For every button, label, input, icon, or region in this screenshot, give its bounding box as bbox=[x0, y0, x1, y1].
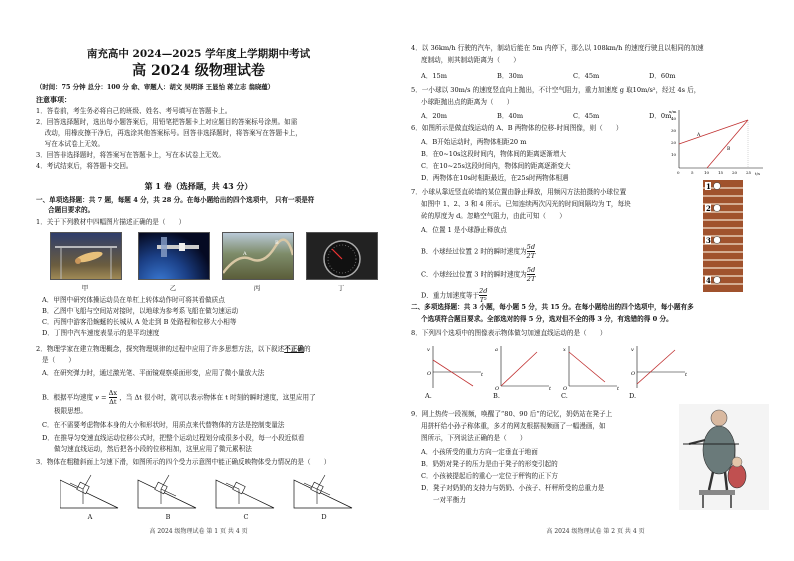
q6-ytick-40: 40 bbox=[671, 116, 677, 121]
q8-graph-a bbox=[427, 346, 484, 388]
q3-force-diagrams bbox=[60, 470, 360, 512]
svg-text:O: O bbox=[427, 371, 432, 377]
q7-option-b-text: B．小球经过位置 2 时的瞬时速度为 bbox=[421, 247, 527, 256]
q2-option-d: D．在推导匀变速直线运动位移公式时，把整个运动过程划分成很多小段，每一小段近似看 bbox=[42, 434, 305, 442]
q7-c-den: 2T bbox=[526, 275, 536, 283]
notice-2: 2．回答选择题时，选出每小题答案后，用铅笔把答题卡上对应题目的答案标号涂黑。如需 bbox=[36, 118, 298, 126]
svg-text:v: v bbox=[631, 347, 634, 353]
q7-ball-1 bbox=[714, 183, 721, 190]
svg-text:t: t bbox=[685, 372, 688, 378]
notice-3: 3．回答非选择题时，将答案写在答题卡上，写在本试卷上无效。 bbox=[36, 151, 225, 159]
q6-option-c: C．在10~25s这段时间内，物体间的距离逐渐变大 bbox=[421, 162, 571, 170]
q9-cartoon-illustration bbox=[679, 404, 769, 510]
q2-fraction-num: Δx bbox=[108, 389, 118, 397]
q3-diagram-d bbox=[294, 475, 352, 508]
exam-title: 南充高中 2024—2025 学年度上学期期中考试 bbox=[86, 48, 311, 60]
q6-label-a: A bbox=[697, 133, 701, 138]
q8-graph-d bbox=[631, 346, 688, 388]
q3-label-d: D bbox=[321, 513, 327, 521]
notice-heading: 注意事项： bbox=[36, 95, 71, 104]
q6-xtick-15: 15 bbox=[718, 170, 724, 175]
q9-stem-cont: 用拼杆给小孙子称体重，多才的网友根据视频画了一幅漫画，如 bbox=[421, 422, 606, 430]
q2-option-b bbox=[42, 389, 316, 406]
q9-option-d-cont: 一对平衡力 bbox=[433, 496, 466, 504]
q1-option-c: C．丙图中游客沿蜿蜒的长城从 A 处走到 B 处路程和位移大小相等 bbox=[42, 318, 237, 326]
q3-label-b: B bbox=[165, 513, 171, 521]
q3-stem: 3．物体在粗糙斜面上匀速下滑，如图所示的四个受力示意图中能正确反映物体受力情况的是（ ） bbox=[36, 458, 331, 466]
q6-ytick-20: 20 bbox=[671, 140, 677, 145]
page2-footer: 高 2024 级物理试卷 第 2 页 共 4 页 bbox=[546, 528, 645, 535]
q7-stem-end: 砖的厚度为 d。忽略空气阻力，由此可知（ ） bbox=[421, 212, 566, 220]
notice-4: 4．考试结束后，将答题卡交回。 bbox=[36, 162, 133, 170]
q7-option-d-text: D．重力加速度等于 bbox=[421, 291, 480, 300]
q8-label-d: D. bbox=[629, 392, 637, 400]
q6-xtick-0: 0 bbox=[677, 170, 680, 175]
q8-graph-b bbox=[495, 346, 552, 392]
q8-label-c: C. bbox=[561, 392, 568, 400]
q5-stem: 5．一小球以 30m/s 的速度竖直向上抛出，不计空气阻力，重力加速度 g 取10m/s²，经过 4s 后， bbox=[411, 86, 701, 94]
q9-option-d: D．凳子对奶奶的支持力与奶奶、小孩子、杆秤所受的总重力是 bbox=[421, 484, 605, 492]
q7-mark-1: 1 bbox=[706, 182, 711, 191]
q9-stem: 9．网上热传一段视频，唤醒了“80、90 后”的记忆，奶奶站在凳子上 bbox=[411, 410, 613, 418]
q4-stem-cont: 度制动，则其制动距离为（ ） bbox=[421, 56, 520, 64]
q6-stem: 6．如图所示是做直线运动的 A、B 两物体的位移-时间图像，则（ ） bbox=[411, 124, 623, 132]
q3-label-c: C bbox=[243, 513, 249, 521]
notice-2-end: 写在本试卷上无效。 bbox=[36, 140, 105, 148]
q2-option-b-cont: 极限思想。 bbox=[54, 407, 87, 415]
svg-text:v: v bbox=[427, 347, 430, 353]
exam-page-2 bbox=[397, 0, 794, 561]
q7-stem-cont: 如图中 1、2、3 和 4 所示。已知连续两次闪光的时间间隔均为 T，每块 bbox=[421, 200, 631, 208]
q7-ball-4 bbox=[714, 277, 721, 284]
q5-stem-cont: 小球距抛出点的距离为（ ） bbox=[421, 98, 514, 106]
q7-b-den: 2T bbox=[526, 252, 536, 260]
photo-gymnast bbox=[50, 232, 122, 280]
q4-option-d: D．60m bbox=[649, 72, 676, 80]
svg-text:O: O bbox=[631, 371, 636, 377]
q7-ball-3 bbox=[714, 237, 721, 244]
q4-option-b: B．30m bbox=[497, 72, 524, 80]
svg-text:O: O bbox=[563, 386, 568, 392]
q7-ball-2 bbox=[714, 205, 721, 212]
q5-option-d: D．0m bbox=[649, 112, 672, 120]
q2-emphasis: 不正确 bbox=[284, 345, 304, 353]
q2-option-a: A．在研究弹力时，通过激光笔、平面镜观察桌面形变，应用了微小量放大法 bbox=[42, 369, 265, 377]
q7-option-c-text: C．小球经过位置 3 时的瞬时速度为 bbox=[421, 270, 527, 279]
q7-option-a: A．位置 1 是小球静止释放点 bbox=[421, 226, 507, 234]
q2-option-d-cont: 做匀速直线运动，然后把各小段的位移相加，这里应用了微元累积法 bbox=[54, 445, 252, 453]
q3-diagram-b bbox=[138, 475, 196, 508]
q7-option-b bbox=[421, 243, 535, 260]
q6-ytick-30: 30 bbox=[671, 128, 677, 133]
q7-brick-wall bbox=[703, 180, 743, 292]
exam-meta: （时间：75 分钟 总分：100 分 命、审题人：胡文 吴明泽 王显怡 蒋立志 翁晓蕴） bbox=[36, 83, 275, 91]
q6-xlabel: t/s bbox=[755, 171, 761, 176]
photo-speedometer bbox=[306, 232, 378, 280]
q3-label-a: A bbox=[87, 513, 93, 521]
q2-option-b-text: B．根据平均速度 bbox=[42, 393, 94, 402]
q2-stem-cont: 是（ ） bbox=[42, 356, 75, 364]
svg-text:x: x bbox=[563, 347, 566, 353]
q4-option-c: C．45m bbox=[573, 72, 600, 80]
q2-option-b-text2: ，当 Δt 很小时，就可以表示物体在 t 时刻的瞬时速度，这里应用了 bbox=[119, 393, 316, 402]
q5-option-c: C．45m bbox=[573, 112, 600, 120]
q1-label-yi: 乙 bbox=[169, 284, 177, 292]
q7-d-den: T² bbox=[479, 296, 487, 304]
q7-option-c bbox=[421, 266, 535, 283]
q9-option-b: B．奶奶对凳子的压力是由于凳子的形变引起的 bbox=[421, 460, 558, 468]
q6-option-d: D．两物体在10s时相距最近，在25s时两物体相遇 bbox=[421, 174, 569, 182]
q7-option-d bbox=[421, 287, 487, 304]
q6-xt-graph bbox=[667, 106, 767, 176]
q2-stem bbox=[36, 345, 311, 354]
q8-label-b: B. bbox=[493, 392, 500, 400]
q1-option-b: B．乙图中飞船与空间站对接时，以地球为参考系飞船在做匀速运动 bbox=[42, 307, 239, 315]
q6-xtick-20: 20 bbox=[732, 170, 738, 175]
q2-stem-text: 2．物理学家在建立物理概念，探究物理规律的过程中应用了许多思想方法，以下叙述 bbox=[36, 345, 285, 353]
exam-subtitle: 高 2024 级物理试卷 bbox=[132, 63, 265, 79]
svg-text:a: a bbox=[495, 347, 498, 353]
svg-text:t: t bbox=[549, 386, 552, 392]
q6-xtick-5: 5 bbox=[691, 170, 694, 175]
q7-b-num: 5d bbox=[526, 243, 536, 251]
q5-option-a: A．20m bbox=[421, 112, 447, 120]
q6-option-b: B．在0~10s这段时间内，物体间的距离逐渐增大 bbox=[421, 150, 567, 158]
q4-stem: 4．以 36km/h 行驶的汽车，制动后能在 5m 内停下，那么以 108km/h 的速度行驶且以相同的加速 bbox=[411, 44, 704, 52]
page1-footer: 高 2024 级物理试卷 第 1 页 共 4 页 bbox=[149, 528, 248, 535]
q1-option-a: A．甲图中研究体操运动员在单杠上转体动作时可将其看做质点 bbox=[42, 296, 225, 304]
q3-diagram-c bbox=[216, 480, 274, 508]
notice-1: 1．答卷前，考生务必将自己的班级、姓名、考号填写在答题卡上。 bbox=[36, 107, 232, 115]
q5-option-b: B．40m bbox=[497, 112, 524, 120]
q6-ytick-10: 10 bbox=[671, 152, 677, 157]
q2-option-b-v: v = bbox=[95, 393, 107, 402]
section1-instructions: 一、单项选择题：共 7 题，每题 4 分，共 28 分。在每小题给出的四个选项中， 只有一项是符 bbox=[36, 196, 315, 204]
notice-2-cont: 改动，用橡皮擦干净后，再选涂其他答案标号。回答非选择题时，将答案写在答题卡上， bbox=[36, 129, 302, 137]
svg-text:t: t bbox=[481, 372, 484, 378]
q7-c-fraction bbox=[527, 266, 536, 283]
q7-mark-4: 4 bbox=[706, 276, 711, 285]
q8-graphs bbox=[425, 342, 725, 392]
photo-great-wall bbox=[222, 232, 294, 280]
q8-graph-c bbox=[563, 346, 620, 392]
q6-label-b: B bbox=[727, 147, 731, 152]
svg-text:O: O bbox=[495, 386, 500, 392]
volume-title: 第 1 卷（选择题，共 43 分） bbox=[144, 181, 253, 191]
q8-label-a: A. bbox=[425, 392, 432, 400]
q6-option-a: A．B开始运动时，两物体相距20 m bbox=[421, 138, 527, 146]
q7-d-num: 2d bbox=[479, 287, 488, 295]
q7-mark-2: 2 bbox=[706, 204, 711, 213]
photo-spacecraft bbox=[138, 232, 210, 280]
q1-option-d: D．丁图中汽车速度表显示的是平均速度 bbox=[42, 329, 160, 337]
q9-option-c: C．小孩被提起后的重心一定位于秤钩的正下方 bbox=[421, 472, 558, 480]
q2-fraction bbox=[109, 389, 117, 406]
q6-xtick-10: 10 bbox=[704, 170, 710, 175]
q9-option-a: A．小孩所受的重力方向一定垂直于地面 bbox=[421, 448, 538, 456]
section1-instructions-cont: 合题目要求的。 bbox=[48, 206, 95, 214]
q4-option-a: A．15m bbox=[421, 72, 447, 80]
q7-d-fraction bbox=[479, 287, 487, 304]
q1-label-bing: 丙 bbox=[253, 284, 261, 292]
q7-mark-3: 3 bbox=[706, 236, 711, 245]
q3-diagram-a bbox=[60, 475, 118, 508]
q7-b-fraction bbox=[527, 243, 536, 260]
section2-instructions: 二、多项选择题：共 3 小题，每小题 5 分，共 15 分。在每小题给出的四个选项中，每小题有多 bbox=[411, 303, 694, 311]
q7-c-num: 5d bbox=[526, 266, 536, 274]
q6-ylabel: x/m bbox=[669, 109, 677, 114]
q2-option-c: C．在不需要考虑物体本身的大小和形状时，用质点来代替物体的方法是控制变量法 bbox=[42, 421, 285, 429]
q1-label-ding: 丁 bbox=[337, 284, 345, 292]
q1-label-jia: 甲 bbox=[81, 284, 89, 292]
q9-stem-end: 图所示，下列说法正确的是（ ） bbox=[421, 434, 527, 442]
svg-text:A: A bbox=[243, 251, 247, 257]
q2-fraction-den: Δt bbox=[109, 398, 117, 406]
q1-stem: 1．关于下列教材中四幅图片描述正确的是（ ） bbox=[36, 218, 186, 226]
q8-stem: 8．下列四个选项中的图像表示物体做匀加速直线运动的是（ ） bbox=[411, 329, 607, 337]
svg-text:B: B bbox=[275, 240, 279, 246]
q2-stem-end: 的 bbox=[303, 345, 311, 353]
section2-instructions-cont: 个选项符合题目要求。全部选对的得 5 分，选对但不全的得 3 分，有选错的得 0 分。 bbox=[421, 315, 673, 323]
svg-text:t: t bbox=[617, 386, 620, 392]
q6-xtick-25: 25 bbox=[746, 170, 752, 175]
q7-stem: 7．小球从靠近竖直砖墙的某位置由静止释放，用频闪方法拍摄的小球位置 bbox=[411, 188, 627, 196]
